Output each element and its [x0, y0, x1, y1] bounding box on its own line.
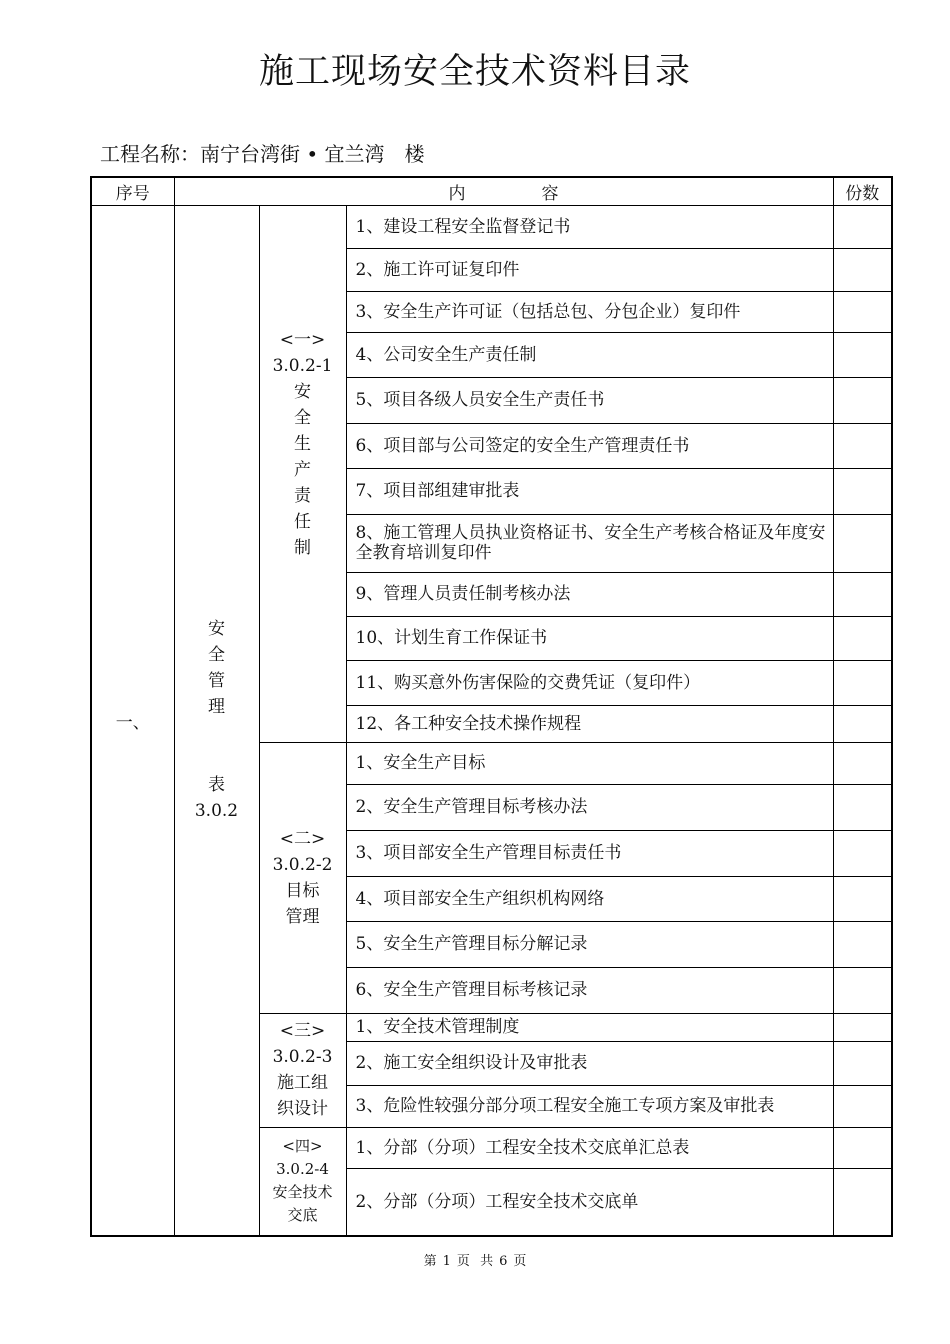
list-item: 3、安全生产许可证（包括总包、分包企业）复印件 [346, 291, 833, 332]
copies-cell [833, 291, 892, 332]
list-item: 11、购买意外伤害保险的交费凭证（复印件） [346, 660, 833, 705]
document-title: 施工现场安全技术资料目录 [258, 52, 691, 92]
copies-cell [833, 1013, 892, 1041]
list-item: 4、公司安全生产责任制 [346, 332, 833, 377]
copies-cell [833, 377, 892, 423]
list-item: 5、安全生产管理目标分解记录 [346, 921, 833, 967]
section-name: 安 全 管 理 表 3.0.2 [174, 205, 259, 1236]
section-number: 一、 [91, 205, 174, 1236]
copies-cell [833, 660, 892, 705]
page-number: 1 [442, 1254, 451, 1269]
copies-cell [833, 1168, 892, 1236]
group-label-1: <一> 3.0.2-1 安 全 生 产 责 任 制 [259, 205, 346, 742]
list-item: 1、安全生产目标 [346, 742, 833, 784]
list-item: 1、安全技术管理制度 [346, 1013, 833, 1041]
list-item: 7、项目部组建审批表 [346, 468, 833, 514]
copies-cell [833, 468, 892, 514]
copies-cell [833, 572, 892, 616]
project-name: 南宁台湾街 • 宜兰湾 [200, 142, 385, 166]
project-name-line [100, 138, 425, 167]
copies-cell [833, 616, 892, 660]
list-item: 9、管理人员责任制考核办法 [346, 572, 833, 616]
list-item: 4、项目部安全生产组织机构网络 [346, 876, 833, 921]
list-item: 6、项目部与公司签定的安全生产管理责任书 [346, 423, 833, 468]
project-label: 工程名称： [100, 142, 200, 166]
header-copies: 份数 [833, 177, 892, 205]
copies-cell [833, 921, 892, 967]
copies-cell [833, 705, 892, 742]
copies-cell [833, 205, 892, 248]
copies-cell [833, 967, 892, 1013]
copies-cell [833, 1127, 892, 1168]
copies-cell [833, 784, 892, 830]
page-footer: 第 1 页 共 6 页 [423, 1254, 527, 1269]
list-item: 2、安全生产管理目标考核办法 [346, 784, 833, 830]
table-header-row [91, 177, 892, 205]
group-label-2: <二> 3.0.2-2 目标 管理 [259, 742, 346, 1013]
total-pages: 6 [499, 1254, 508, 1269]
list-item: 6、安全生产管理目标考核记录 [346, 967, 833, 1013]
list-item: 8、施工管理人员执业资格证书、安全生产考核合格证及年度安全教育培训复印件 [346, 514, 833, 572]
project-suffix: 楼 [404, 142, 425, 166]
copies-cell [833, 1041, 892, 1085]
header-no: 序号 [91, 177, 174, 205]
copies-cell [833, 423, 892, 468]
list-item: 3、危险性较强分部分项工程安全施工专项方案及审批表 [346, 1085, 833, 1127]
copies-cell [833, 248, 892, 291]
list-item: 1、分部（分项）工程安全技术交底单汇总表 [346, 1127, 833, 1168]
copies-cell [833, 742, 892, 784]
copies-cell [833, 332, 892, 377]
list-item: 10、计划生育工作保证书 [346, 616, 833, 660]
group-label-4: <四> 3.0.2-4 安全技术 交底 [259, 1127, 346, 1236]
list-item: 12、各工种安全技术操作规程 [346, 705, 833, 742]
copies-cell [833, 876, 892, 921]
list-item: 3、项目部安全生产管理目标责任书 [346, 830, 833, 876]
header-content: 内 容 [174, 177, 833, 205]
list-item: 1、建设工程安全监督登记书 [346, 205, 833, 248]
list-item: 2、分部（分项）工程安全技术交底单 [346, 1168, 833, 1236]
list-item: 2、施工许可证复印件 [346, 248, 833, 291]
list-item: 2、施工安全组织设计及审批表 [346, 1041, 833, 1085]
table-row [91, 205, 892, 248]
group-label-3: <三> 3.0.2-3 施工组 织设计 [259, 1013, 346, 1127]
copies-cell [833, 830, 892, 876]
copies-cell [833, 1085, 892, 1127]
catalog-table [90, 176, 893, 1237]
copies-cell [833, 514, 892, 572]
list-item: 5、项目各级人员安全生产责任书 [346, 377, 833, 423]
